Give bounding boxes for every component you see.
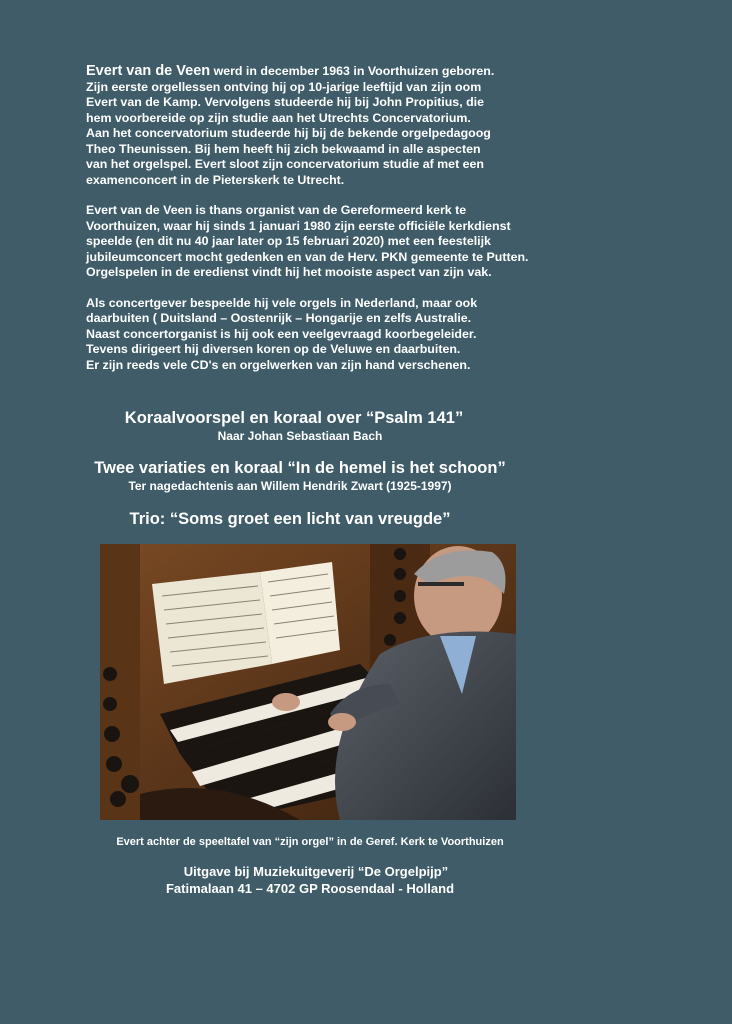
bio-line: Als concertgever bespeelde hij vele orgels in Nederland, maar ook xyxy=(86,295,478,310)
bio-paragraph-2 xyxy=(86,203,586,281)
publisher-line-1: Uitgave bij Muziekuitgeverij “De Orgelpijp” xyxy=(183,864,449,879)
bio-line: Naast concertorganist is hij ook een veelgevraagd koorbegeleider. xyxy=(86,326,477,341)
piece-1-title: Koraalvoorspel en koraal over “Psalm 141” xyxy=(124,409,464,427)
piece-2-title: Twee variaties en koraal “In de hemel is het schoon” xyxy=(94,459,506,477)
bio-line: Voorthuizen, waar hij sinds 1 januari 1980 zijn eerste officiële kerkdienst xyxy=(86,218,511,233)
bio-line: daarbuiten ( Duitsland – Oostenrijk – Hongarije en zelfs Australie. xyxy=(86,311,472,325)
bio-paragraph-3 xyxy=(86,296,586,374)
bio-line: Orgelspelen in de eredienst vindt hij het mooiste aspect van zijn vak. xyxy=(86,265,492,279)
bio-line: Theo Theunissen. Bij hem heeft hij zich bekwaamd in alle aspecten xyxy=(86,141,481,156)
bio-first-line xyxy=(86,64,586,80)
organ-console-illustration xyxy=(100,544,516,820)
author-name: Evert van de Veen xyxy=(86,63,211,79)
bio-line: Evert van de Veen is thans organist van de Gereformeerd kerk te xyxy=(86,203,467,217)
bio-line: speelde (en dit nu 40 jaar later op 15 februari 2020) met een feestelijk xyxy=(86,234,491,248)
bio-paragraph-1 xyxy=(86,64,586,188)
piece-3-title: Trio: “Soms groet een licht van vreugde” xyxy=(129,510,451,528)
bio-line: Zijn eerste orgellessen ontving hij op 10-jarige leeftijd van zijn oom xyxy=(86,79,482,94)
bio-line: hem voorbereide op zijn studie aan het Utrechts Concervatorium. xyxy=(86,110,471,125)
bio-line: Evert van de Kamp. Vervolgens studeerde hij bij John Propitius, die xyxy=(86,95,484,109)
bio-line: van het orgelspel. Evert sloot zijn concervatorium studie af met een xyxy=(86,157,484,171)
bio-line: Er zijn reeds vele CD's en orgelwerken van zijn hand verschenen. xyxy=(86,357,471,372)
bio-line: jubileumconcert mocht gedenken en van de Herv. PKN gemeente te Putten. xyxy=(86,249,529,264)
biography xyxy=(86,64,586,388)
photo-caption: Evert achter de speeltafel van “zijn orgel” in de Geref. Kerk te Voorthuizen xyxy=(116,836,504,848)
organist-photo xyxy=(100,544,516,820)
bio-line: examenconcert in de Pieterskerk te Utrecht. xyxy=(86,172,345,187)
bio-first-line-rest: werd in december 1963 in Voorthuizen geboren. xyxy=(210,64,495,78)
bio-line: Tevens dirigeert hij diversen koren op de Veluwe en daarbuiten. xyxy=(86,342,461,356)
piece-1-subtitle: Naar Johan Sebastiaan Bach xyxy=(217,429,383,443)
piece-2-subtitle: Ter nagedachtenis aan Willem Hendrik Zwart (1925-1997) xyxy=(128,479,452,493)
publisher-line-2: Fatimalaan 41 – 4702 GP Roosendaal - Holland xyxy=(165,881,455,896)
bio-line: Aan het concervatorium studeerde hij bij de bekende orgelpedagoog xyxy=(86,126,491,140)
